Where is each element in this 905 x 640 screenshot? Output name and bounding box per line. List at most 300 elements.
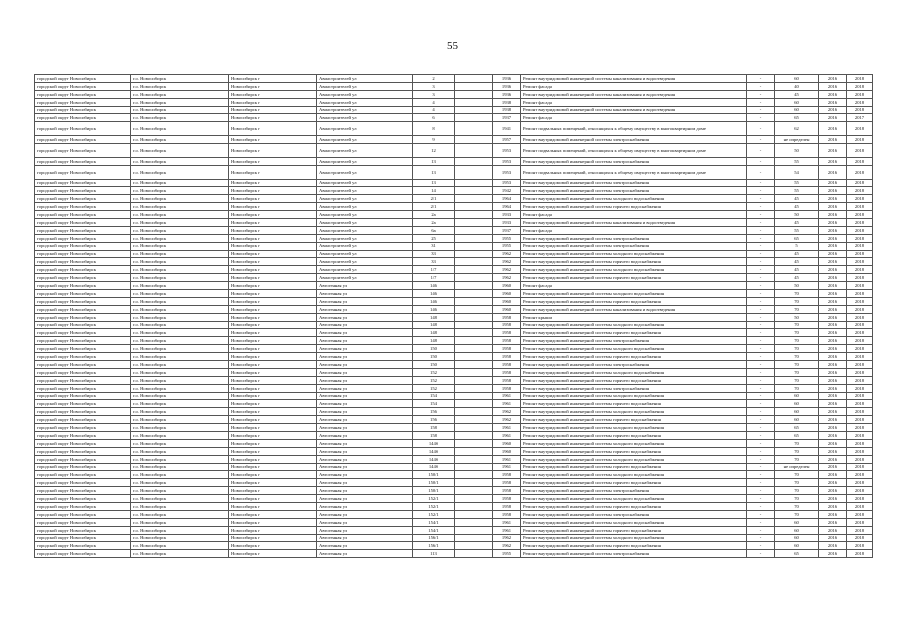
spacer-cell <box>455 471 493 479</box>
wear-percent-cell: 70 <box>775 439 819 447</box>
municipality-cell: городской округ Новосибирск <box>35 376 131 384</box>
dash-cell: - <box>747 376 775 384</box>
spacer-cell <box>455 250 493 258</box>
municipality-cell: городской округ Новосибирск <box>35 361 131 369</box>
house-number-cell: 13 <box>413 157 455 165</box>
work-type-cell: Ремонт внутридомовой инженерной системы горячего водоснабжения <box>521 447 747 455</box>
district-cell: г.о. Новосибирск <box>131 187 229 195</box>
start-year-cell: 2016 <box>819 203 847 211</box>
district-cell: г.о. Новосибирск <box>131 368 229 376</box>
table-row <box>35 384 873 392</box>
district-cell: г.о. Новосибирск <box>131 106 229 114</box>
wear-percent-cell: 50 <box>775 313 819 321</box>
work-type-cell: Ремонт внутридомовой инженерной системы электроснабжения <box>521 179 747 187</box>
build-year-cell: 1958 <box>493 321 521 329</box>
work-type-cell: Ремонт внутридомовой инженерной системы холодного водоснабжения <box>521 439 747 447</box>
house-number-cell: 6 <box>413 114 455 122</box>
end-year-cell: 2018 <box>847 471 873 479</box>
street-cell: Авиастроителей ул <box>317 250 413 258</box>
settlement-cell: Новосибирск г <box>229 550 317 558</box>
house-number-cell: 2а <box>413 218 455 226</box>
street-cell: Авиастроителей ул <box>317 179 413 187</box>
table-row <box>35 305 873 313</box>
table-row <box>35 345 873 353</box>
build-year-cell: 1938 <box>493 98 521 106</box>
spacer-cell <box>455 479 493 487</box>
street-cell: Автогенная ул <box>317 297 413 305</box>
wear-percent-cell: 50 <box>775 144 819 158</box>
street-cell: Авиастроителей ул <box>317 274 413 282</box>
dash-cell: - <box>747 144 775 158</box>
work-type-cell: Ремонт внутридомовой инженерной системы горячего водоснабжения <box>521 297 747 305</box>
house-number-cell: 152/1 <box>413 495 455 503</box>
start-year-cell: 2016 <box>819 447 847 455</box>
dash-cell: - <box>747 368 775 376</box>
street-cell: Авиастроителей ул <box>317 203 413 211</box>
build-year-cell: 1962 <box>493 258 521 266</box>
settlement-cell: Новосибирск г <box>229 90 317 98</box>
dash-cell: - <box>747 471 775 479</box>
municipality-cell: городской округ Новосибирск <box>35 455 131 463</box>
work-type-cell: Ремонт внутридомовой инженерной системы электроснабжения <box>521 510 747 518</box>
build-year-cell: 1960 <box>493 297 521 305</box>
build-year-cell: 1958 <box>493 384 521 392</box>
district-cell: г.о. Новосибирск <box>131 392 229 400</box>
municipality-cell: городской округ Новосибирск <box>35 258 131 266</box>
spacer-cell <box>455 266 493 274</box>
table-row <box>35 136 873 144</box>
house-number-cell: 146 <box>413 305 455 313</box>
settlement-cell: Новосибирск г <box>229 368 317 376</box>
spacer-cell <box>455 345 493 353</box>
wear-percent-cell: 60 <box>775 75 819 83</box>
build-year-cell: 1958 <box>493 495 521 503</box>
work-type-cell: Ремонт внутридомовой инженерной системы холодного водоснабжения <box>521 392 747 400</box>
end-year-cell: 2018 <box>847 392 873 400</box>
spacer-cell <box>455 361 493 369</box>
end-year-cell: 2018 <box>847 534 873 542</box>
settlement-cell: Новосибирск г <box>229 313 317 321</box>
municipality-cell: городской округ Новосибирск <box>35 313 131 321</box>
dash-cell: - <box>747 179 775 187</box>
wear-percent-cell: 70 <box>775 368 819 376</box>
settlement-cell: Новосибирск г <box>229 218 317 226</box>
end-year-cell: 2018 <box>847 376 873 384</box>
end-year-cell: 2018 <box>847 550 873 558</box>
house-number-cell: 144б <box>413 439 455 447</box>
dash-cell: - <box>747 218 775 226</box>
work-type-cell: Ремонт внутридомовой инженерной системы канализования и водоотведения <box>521 218 747 226</box>
district-cell: г.о. Новосибирск <box>131 313 229 321</box>
house-number-cell: 1/7 <box>413 274 455 282</box>
work-type-cell: Ремонт внутридомовой инженерной системы горячего водоснабжения <box>521 432 747 440</box>
end-year-cell: 2018 <box>847 179 873 187</box>
street-cell: Автогенная ул <box>317 479 413 487</box>
street-cell: Авиастроителей ул <box>317 75 413 83</box>
dash-cell: - <box>747 503 775 511</box>
work-type-cell: Ремонт внутридомовой инженерной системы горячего водоснабжения <box>521 400 747 408</box>
district-cell: г.о. Новосибирск <box>131 144 229 158</box>
house-number-cell: 154/1 <box>413 526 455 534</box>
work-type-cell: Ремонт внутридомовой инженерной системы канализования и водоотведения <box>521 305 747 313</box>
build-year-cell: 1936 <box>493 82 521 90</box>
spacer-cell <box>455 82 493 90</box>
dash-cell: - <box>747 321 775 329</box>
start-year-cell: 2016 <box>819 122 847 136</box>
district-cell: г.о. Новосибирск <box>131 242 229 250</box>
dash-cell: - <box>747 432 775 440</box>
settlement-cell: Новосибирск г <box>229 479 317 487</box>
municipality-cell: городской округ Новосибирск <box>35 157 131 165</box>
street-cell: Авиастроителей ул <box>317 211 413 219</box>
end-year-cell: 2018 <box>847 297 873 305</box>
spacer-cell <box>455 90 493 98</box>
spacer-cell <box>455 114 493 122</box>
settlement-cell: Новосибирск г <box>229 106 317 114</box>
spacer-cell <box>455 157 493 165</box>
start-year-cell: 2016 <box>819 471 847 479</box>
municipality-cell: городской округ Новосибирск <box>35 495 131 503</box>
house-number-cell: 144б <box>413 455 455 463</box>
start-year-cell: 2016 <box>819 353 847 361</box>
dash-cell: - <box>747 195 775 203</box>
house-number-cell: 148 <box>413 329 455 337</box>
start-year-cell: 2016 <box>819 463 847 471</box>
municipality-cell: городской округ Новосибирск <box>35 165 131 179</box>
dash-cell: - <box>747 542 775 550</box>
start-year-cell: 2016 <box>819 455 847 463</box>
settlement-cell: Новосибирск г <box>229 179 317 187</box>
municipality-cell: городской округ Новосибирск <box>35 471 131 479</box>
district-cell: г.о. Новосибирск <box>131 361 229 369</box>
street-cell: Авиастроителей ул <box>317 144 413 158</box>
wear-percent-cell: 70 <box>775 345 819 353</box>
district-cell: г.о. Новосибирск <box>131 250 229 258</box>
build-year-cell: 1955 <box>493 234 521 242</box>
end-year-cell: 2018 <box>847 408 873 416</box>
district-cell: г.о. Новосибирск <box>131 376 229 384</box>
wear-percent-cell: 50 <box>775 282 819 290</box>
start-year-cell: 2016 <box>819 321 847 329</box>
build-year-cell: 1958 <box>493 368 521 376</box>
work-type-cell: Ремонт внутридомовой инженерной системы холодного водоснабжения <box>521 266 747 274</box>
street-cell: Автогенная ул <box>317 321 413 329</box>
dash-cell: - <box>747 534 775 542</box>
end-year-cell: 2018 <box>847 258 873 266</box>
work-type-cell: Ремонт внутридомовой инженерной системы горячего водоснабжения <box>521 503 747 511</box>
start-year-cell: 2016 <box>819 165 847 179</box>
start-year-cell: 2016 <box>819 510 847 518</box>
build-year-cell: 1933 <box>493 218 521 226</box>
street-cell: Автогенная ул <box>317 289 413 297</box>
municipality-cell: городской округ Новосибирск <box>35 534 131 542</box>
wear-percent-cell: 70 <box>775 361 819 369</box>
wear-percent-cell: 70 <box>775 305 819 313</box>
district-cell: г.о. Новосибирск <box>131 479 229 487</box>
table-row <box>35 266 873 274</box>
work-type-cell: Ремонт фасада <box>521 82 747 90</box>
start-year-cell: 2016 <box>819 542 847 550</box>
table-row <box>35 313 873 321</box>
table-row <box>35 242 873 250</box>
house-number-cell: 156 <box>413 416 455 424</box>
street-cell: Автогенная ул <box>317 432 413 440</box>
registry-body <box>35 75 873 558</box>
settlement-cell: Новосибирск г <box>229 424 317 432</box>
end-year-cell: 2018 <box>847 250 873 258</box>
dash-cell: - <box>747 305 775 313</box>
table-row <box>35 82 873 90</box>
municipality-cell: городской округ Новосибирск <box>35 211 131 219</box>
dash-cell: - <box>747 203 775 211</box>
wear-percent-cell: 50 <box>775 211 819 219</box>
table-row <box>35 329 873 337</box>
table-row <box>35 510 873 518</box>
settlement-cell: Новосибирск г <box>229 250 317 258</box>
settlement-cell: Новосибирск г <box>229 144 317 158</box>
settlement-cell: Новосибирск г <box>229 510 317 518</box>
dash-cell: - <box>747 447 775 455</box>
start-year-cell: 2016 <box>819 368 847 376</box>
settlement-cell: Новосибирск г <box>229 526 317 534</box>
settlement-cell: Новосибирск г <box>229 289 317 297</box>
work-type-cell: Ремонт внутридомовой инженерной системы холодного водоснабжения <box>521 495 747 503</box>
wear-percent-cell: 65 <box>775 424 819 432</box>
work-type-cell: Ремонт внутридомовой инженерной системы электроснабжения <box>521 157 747 165</box>
house-number-cell: 150 <box>413 361 455 369</box>
municipality-cell: городской округ Новосибирск <box>35 203 131 211</box>
spacer-cell <box>455 226 493 234</box>
wear-percent-cell: 45 <box>775 250 819 258</box>
house-number-cell: 148 <box>413 321 455 329</box>
work-type-cell: Ремонт фасада <box>521 282 747 290</box>
municipality-cell: городской округ Новосибирск <box>35 526 131 534</box>
end-year-cell: 2018 <box>847 353 873 361</box>
end-year-cell: 2018 <box>847 165 873 179</box>
wear-percent-cell: 70 <box>775 337 819 345</box>
build-year-cell: 1962 <box>493 250 521 258</box>
table-row <box>35 165 873 179</box>
wear-percent-cell: 45 <box>775 195 819 203</box>
municipality-cell: городской округ Новосибирск <box>35 297 131 305</box>
municipality-cell: городской округ Новосибирск <box>35 439 131 447</box>
end-year-cell: 2018 <box>847 542 873 550</box>
work-type-cell: Ремонт внутридомовой инженерной системы электроснабжения <box>521 384 747 392</box>
street-cell: Автогенная ул <box>317 550 413 558</box>
spacer-cell <box>455 542 493 550</box>
dash-cell: - <box>747 165 775 179</box>
municipality-cell: городской округ Новосибирск <box>35 250 131 258</box>
start-year-cell: 2016 <box>819 408 847 416</box>
build-year-cell: 1960 <box>493 289 521 297</box>
start-year-cell: 2016 <box>819 313 847 321</box>
settlement-cell: Новосибирск г <box>229 305 317 313</box>
work-type-cell: Ремонт внутридомовой инженерной системы горячего водоснабжения <box>521 542 747 550</box>
house-number-cell: 3 <box>413 82 455 90</box>
start-year-cell: 2016 <box>819 274 847 282</box>
table-row <box>35 542 873 550</box>
district-cell: г.о. Новосибирск <box>131 136 229 144</box>
dash-cell: - <box>747 337 775 345</box>
start-year-cell: 2016 <box>819 305 847 313</box>
district-cell: г.о. Новосибирск <box>131 297 229 305</box>
municipality-cell: городской округ Новосибирск <box>35 321 131 329</box>
wear-percent-cell: 70 <box>775 479 819 487</box>
table-row <box>35 487 873 495</box>
start-year-cell: 2016 <box>819 487 847 495</box>
municipality-cell: городской округ Новосибирск <box>35 392 131 400</box>
street-cell: Автогенная ул <box>317 495 413 503</box>
municipality-cell: городской округ Новосибирск <box>35 179 131 187</box>
street-cell: Автогенная ул <box>317 510 413 518</box>
start-year-cell: 2016 <box>819 75 847 83</box>
municipality-cell: городской округ Новосибирск <box>35 122 131 136</box>
dash-cell: - <box>747 114 775 122</box>
dash-cell: - <box>747 487 775 495</box>
street-cell: Автогенная ул <box>317 337 413 345</box>
end-year-cell: 2018 <box>847 439 873 447</box>
build-year-cell: 1942 <box>493 187 521 195</box>
street-cell: Автогенная ул <box>317 345 413 353</box>
wear-percent-cell: 55 <box>775 226 819 234</box>
wear-percent-cell: 60 <box>775 534 819 542</box>
settlement-cell: Новосибирск г <box>229 258 317 266</box>
house-number-cell: 148 <box>413 337 455 345</box>
work-type-cell: Ремонт внутридомовой инженерной системы электроснабжения <box>521 487 747 495</box>
street-cell: Автогенная ул <box>317 384 413 392</box>
settlement-cell: Новосибирск г <box>229 82 317 90</box>
wear-percent-cell: 55 <box>775 179 819 187</box>
start-year-cell: 2016 <box>819 361 847 369</box>
end-year-cell: 2018 <box>847 368 873 376</box>
settlement-cell: Новосибирск г <box>229 455 317 463</box>
end-year-cell: 2018 <box>847 463 873 471</box>
table-row <box>35 203 873 211</box>
settlement-cell: Новосибирск г <box>229 234 317 242</box>
start-year-cell: 2016 <box>819 179 847 187</box>
start-year-cell: 2016 <box>819 187 847 195</box>
district-cell: г.о. Новосибирск <box>131 447 229 455</box>
wear-percent-cell: 70 <box>775 447 819 455</box>
house-number-cell: 113 <box>413 550 455 558</box>
build-year-cell: 1938 <box>493 106 521 114</box>
wear-percent-cell: 70 <box>775 353 819 361</box>
settlement-cell: Новосибирск г <box>229 518 317 526</box>
table-row <box>35 321 873 329</box>
end-year-cell: 2018 <box>847 136 873 144</box>
district-cell: г.о. Новосибирск <box>131 526 229 534</box>
municipality-cell: городской округ Новосибирск <box>35 479 131 487</box>
settlement-cell: Новосибирск г <box>229 432 317 440</box>
house-number-cell: 158 <box>413 424 455 432</box>
build-year-cell: 1960 <box>493 447 521 455</box>
work-type-cell: Ремонт внутридомовой инженерной системы электроснабжения <box>521 361 747 369</box>
end-year-cell: 2017 <box>847 114 873 122</box>
work-type-cell: Ремонт внутридомовой инженерной системы горячего водоснабжения <box>521 258 747 266</box>
settlement-cell: Новосибирск г <box>229 136 317 144</box>
work-type-cell: Ремонт внутридомовой инженерной системы канализования и водоотведения <box>521 106 747 114</box>
house-number-cell: 150/1 <box>413 487 455 495</box>
end-year-cell: 2018 <box>847 329 873 337</box>
table-row <box>35 157 873 165</box>
start-year-cell: 2016 <box>819 518 847 526</box>
table-row <box>35 368 873 376</box>
district-cell: г.о. Новосибирск <box>131 114 229 122</box>
settlement-cell: Новосибирск г <box>229 487 317 495</box>
settlement-cell: Новосибирск г <box>229 416 317 424</box>
spacer-cell <box>455 534 493 542</box>
work-type-cell: Ремонт фасада <box>521 226 747 234</box>
dash-cell: - <box>747 242 775 250</box>
build-year-cell: 1961 <box>493 455 521 463</box>
house-number-cell: 6а <box>413 226 455 234</box>
work-type-cell: Ремонт внутридомовой инженерной системы холодного водоснабжения <box>521 408 747 416</box>
work-type-cell: Ремонт внутридомовой инженерной системы горячего водоснабжения <box>521 463 747 471</box>
district-cell: г.о. Новосибирск <box>131 503 229 511</box>
street-cell: Автогенная ул <box>317 439 413 447</box>
street-cell: Авиастроителей ул <box>317 82 413 90</box>
dash-cell: - <box>747 211 775 219</box>
end-year-cell: 2018 <box>847 218 873 226</box>
spacer-cell <box>455 321 493 329</box>
build-year-cell: 1953 <box>493 179 521 187</box>
end-year-cell: 2018 <box>847 187 873 195</box>
street-cell: Авиастроителей ул <box>317 90 413 98</box>
settlement-cell: Новосибирск г <box>229 345 317 353</box>
start-year-cell: 2016 <box>819 526 847 534</box>
table-row <box>35 416 873 424</box>
house-number-cell: 31 <box>413 242 455 250</box>
end-year-cell: 2018 <box>847 226 873 234</box>
street-cell: Автогенная ул <box>317 313 413 321</box>
build-year-cell: 1936 <box>493 75 521 83</box>
spacer-cell <box>455 447 493 455</box>
table-row <box>35 534 873 542</box>
end-year-cell: 2018 <box>847 234 873 242</box>
work-type-cell: Ремонт внутридомовой инженерной системы холодного водоснабжения <box>521 195 747 203</box>
wear-percent-cell: 45 <box>775 218 819 226</box>
settlement-cell: Новосибирск г <box>229 226 317 234</box>
district-cell: г.о. Новосибирск <box>131 211 229 219</box>
build-year-cell: 1961 <box>493 432 521 440</box>
district-cell: г.о. Новосибирск <box>131 542 229 550</box>
dash-cell: - <box>747 266 775 274</box>
end-year-cell: 2018 <box>847 157 873 165</box>
end-year-cell: 2018 <box>847 282 873 290</box>
work-type-cell: Ремонт внутридомовой инженерной системы электроснабжения <box>521 234 747 242</box>
table-row <box>35 179 873 187</box>
municipality-cell: городской округ Новосибирск <box>35 187 131 195</box>
street-cell: Авиастроителей ул <box>317 234 413 242</box>
municipality-cell: городской округ Новосибирск <box>35 234 131 242</box>
house-number-cell: 148 <box>413 313 455 321</box>
build-year-cell: 1955 <box>493 550 521 558</box>
build-year-cell: 1960 <box>493 305 521 313</box>
street-cell: Авиастроителей ул <box>317 226 413 234</box>
start-year-cell: 2016 <box>819 106 847 114</box>
street-cell: Автогенная ул <box>317 376 413 384</box>
end-year-cell: 2018 <box>847 98 873 106</box>
dash-cell: - <box>747 75 775 83</box>
settlement-cell: Новосибирск г <box>229 266 317 274</box>
municipality-cell: городской округ Новосибирск <box>35 408 131 416</box>
district-cell: г.о. Новосибирск <box>131 289 229 297</box>
start-year-cell: 2016 <box>819 550 847 558</box>
table-row <box>35 479 873 487</box>
spacer-cell <box>455 337 493 345</box>
district-cell: г.о. Новосибирск <box>131 122 229 136</box>
wear-percent-cell: 60 <box>775 518 819 526</box>
